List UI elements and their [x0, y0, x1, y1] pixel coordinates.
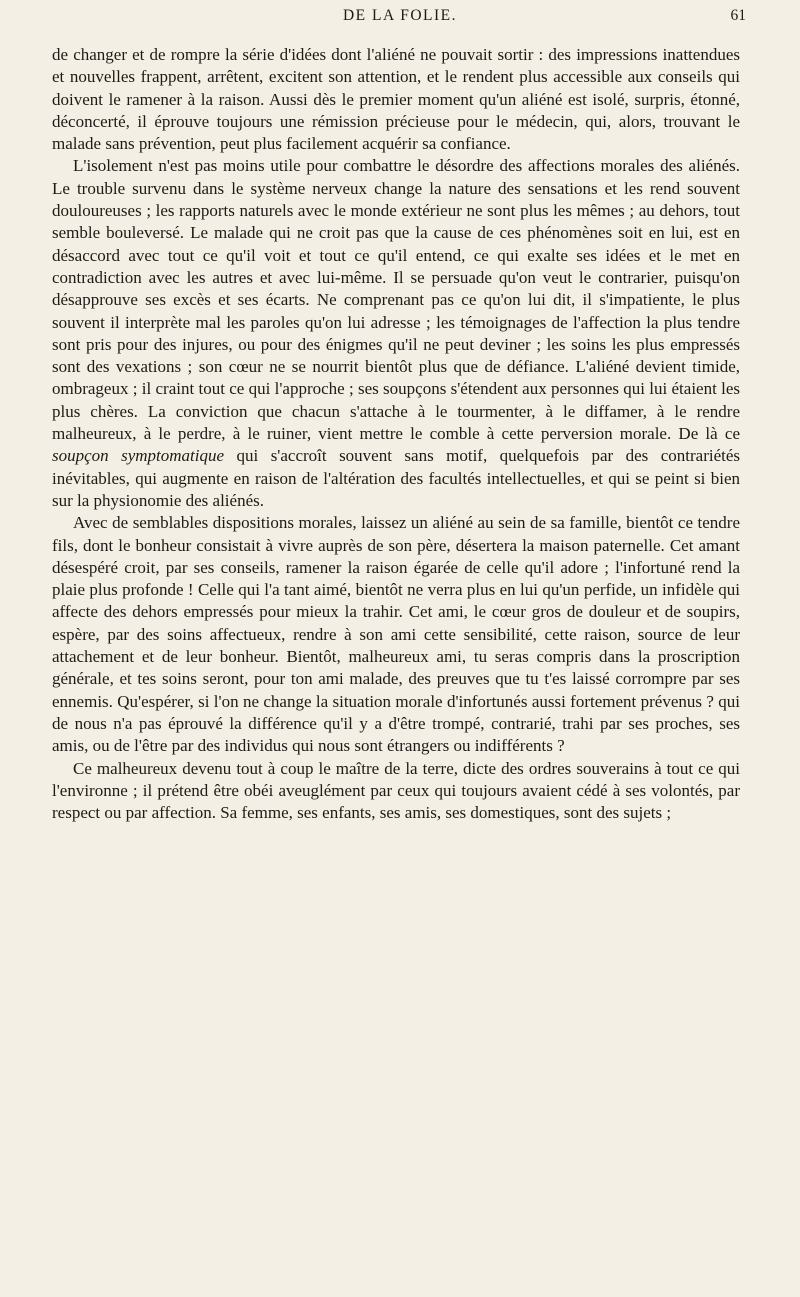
- paragraph-2-text: L'isolement n'est pas moins utile pour combattre le désordre des affections morales des aliénés. Le trouble survenu dans le système nerveux change la nature des sensations et les rend souvent douloureuses ; les rapports naturels avec le monde extérieur ne sont plus les mêmes ; au dehors, tout semble bouleversé. Le malade qui ne croit pas que la cause de ces phénomènes soit en lui, est en désaccord avec tout ce qu'il voit et tout ce qu'il entend, ce qui exalte ses idées et le met en contradiction avec les autres et avec lui-même. Il se persuade qu'on veut le contrarier, puisqu'on désapprouve ses excès et ses écarts. Ne comprenant pas ce qu'on lui dit, il s'impatiente, le plus souvent il interprète mal les paroles qu'on lui adresse ; les témoignages de l'affection la plus tendre sont pris pour des injures, ou pour des énigmes qu'il ne peut deviner ; les soins les plus empressés sont des vexations ; son cœur ne se nourrit bientôt plus que de défiance. L'aliéné devient timide, ombrageux ; il craint tout ce qui l'approche ; ses soupçons s'étendent aux personnes qui lui étaient les plus chères. La conviction que chacun s'attache à le tourmenter, à le diffamer, à le rendre malheureux, à le perdre, à le ruiner, vient mettre le comble à cette perversion morale. De là ce: [52, 156, 740, 444]
- paragraph-2: [52, 155, 740, 512]
- italic-term: soupçon symptomatique: [52, 446, 225, 466]
- running-title: DE LA FOLIE.: [342, 7, 457, 24]
- running-header: [54, 3, 746, 29]
- paragraph-4: Ce malheureux devenu tout à coup le maître de la terre, dicte des ordres souverains à tout ce qui l'environne ; il prétend être obéi aveuglément par ceux qui toujours avaient cédé à ses volontés, par respect ou par affection. Sa femme, ses enfants, ses amis, ses domestiques, sont des sujets ;: [52, 758, 740, 823]
- page-number: 61: [730, 7, 746, 24]
- paragraph-1: de changer et de rompre la série d'idées dont l'aliéné ne pouvait sortir : des impressions inattendues et nouvelles frappent, arrêtent, excitent son attention, et le rendent plus accessible aux conseils qui doivent le ramener à la raison. Aussi dès le premier moment qu'un aliéné est isolé, surpris, étonné, déconcerté, il éprouve toujours une rémission précieuse pour le médecin, qui, alors, trouvant le malade sans prévention, peut plus facilement acquérir sa confiance.: [52, 45, 740, 154]
- paragraph-3: Avec de semblables dispositions morales, laissez un aliéné au sein de sa famille, bientôt ce tendre fils, dont le bonheur consistait à vivre auprès de son père, désertera la maison paternelle. Cet amant désespéré croit, par ses conseils, ramener la raison égarée de celle qu'il adore ; l'infortuné rend la plaie plus profonde ! Celle qui l'a tant aimé, bientôt ne verra plus en lui qu'un perfide, un infidèle qui affecte des dehors empressés pour mieux la trahir. Cet ami, le cœur gros de douleur et de soupirs, espère, par des soins affectueux, rendre à son ami cette sensibilité, cette raison, source de leur attachement et de leur bonheur. Bientôt, malheureux ami, tu seras compris dans la proscription générale, et tes soins seront, pour ton ami malade, des preuves que tu t'es laissé corrompre par ses ennemis. Qu'espérer, si l'on ne change la situation morale d'infortunés aussi fortement prévenus ? qui de nous n'a pas éprouvé la différence qu'il y a d'être trompé, contrarié, trahi par ses proches, ses amis, ou de l'être par des individus qui nous sont étrangers ou indifférents ?: [52, 513, 740, 756]
- body-text: [52, 44, 740, 824]
- paragraph-2-text-after: qui s'accroît souvent sans motif, quelquefois par des contrariétés inévitables, qui augmente en raison de l'altération des facultés intellectuelles, et qui se peint si bien sur la physionomie des aliénés.: [52, 446, 741, 510]
